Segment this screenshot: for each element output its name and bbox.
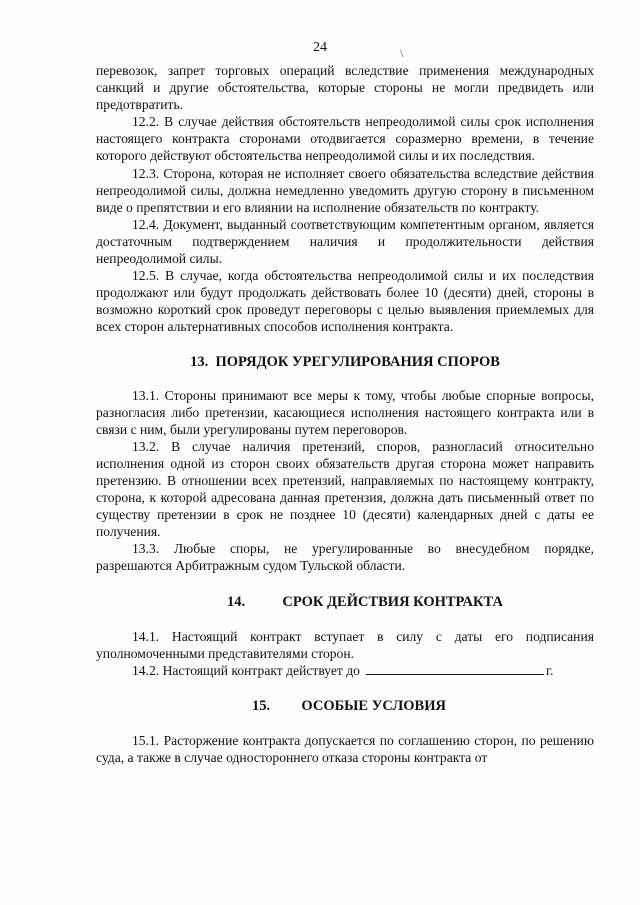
section-14-heading [96, 593, 594, 611]
section-13-heading [96, 353, 594, 371]
page-number: 24 [313, 40, 327, 55]
clause-15-1: 15.1. Расторжение контракта допускается по соглашению сторон, по решению суда, а также в случае одностороннего отказа стороны контракта от [96, 732, 594, 765]
clause-13-2: 13.2. В случае наличия претензий, споров, разногласий относительно исполнения одной из сторон своих обязательств другая сторона может направить претензию. В отношении всех претензий, направляемых по настоящему контракту, сторона, к которой адресована данная претензия, должна дать письменный ответ по существу претензии в срок не позднее 10 (десяти) календарных дней с даты ее получения. [96, 438, 594, 540]
clause-13-1: 13.1. Стороны принимают все меры к тому, чтобы любые спорные вопросы, разногласия либо претензии, касающиеся исполнения настоящего контракта или в связи с ним, были урегулированы путем переговоров. [96, 387, 594, 437]
clause-13-3: 13.3. Любые споры, не урегулированные во внесудебном порядке, разрешаются Арбитражным судом Тульской области. [96, 541, 594, 574]
section-15-title: ОСОБЫЕ УСЛОВИЯ [301, 697, 446, 714]
clause-12-5: 12.5. В случае, когда обстоятельства непреодолимой силы и их последствия продолжают или будут продолжать действовать более 10 (десяти) дней, стороны в возможно короткий срок проведут переговоры с целью выявления приемлемых для всех сторон альтернативных способов исполнения контракта. [96, 268, 594, 335]
clause-12-2: 12.2. В случае действия обстоятельств непреодолимой силы срок исполнения настоящего контракта сторонами отодвигается соразмерно времени, в течение которого действуют обстоятельства непреодолимой силы и их последствия. [96, 114, 594, 164]
clause-14-2-suffix: г. [545, 662, 554, 678]
section-15-number: 15. [252, 697, 271, 714]
clause-14-2-text: 14.2. Настоящий контракт действует до [132, 662, 360, 678]
section-13-title: ПОРЯДОК УРЕГУЛИРОВАНИЯ СПОРОВ [215, 353, 500, 370]
clause-14-1: 14.1. Настоящий контракт вступает в силу с даты его подписания уполномоченными представителями сторон. [96, 628, 594, 661]
section-15-heading [96, 697, 594, 715]
margin-mark: \ [400, 46, 404, 60]
clause-12-4: 12.4. Документ, выданный соответствующим компетентным органом, является достаточным подтверждением наличия и продолжительности действия непреодолимой силы. [96, 216, 594, 267]
section-14-title: СРОК ДЕЙСТВИЯ КОНТРАКТА [282, 593, 503, 610]
section-13-number: 13. [190, 353, 209, 370]
clause-12-3: 12.3. Сторона, которая не исполняет своего обязательства вследствие действия непреодолимой силы, должна немедленно уведомить другую сторону в письменном виде о препятствии и его влиянии на исполнение обязательств по контракту. [96, 165, 594, 215]
clause-14-2 [96, 662, 594, 679]
document-body [96, 62, 594, 766]
date-blank-line [366, 662, 544, 675]
intro-paragraph: перевозок, запрет торговых операций вследствие применения международных санкций и другие обстоятельства, которые стороны не могли предвидеть или предотвратить. [96, 63, 594, 113]
section-14-number: 14. [227, 593, 246, 610]
